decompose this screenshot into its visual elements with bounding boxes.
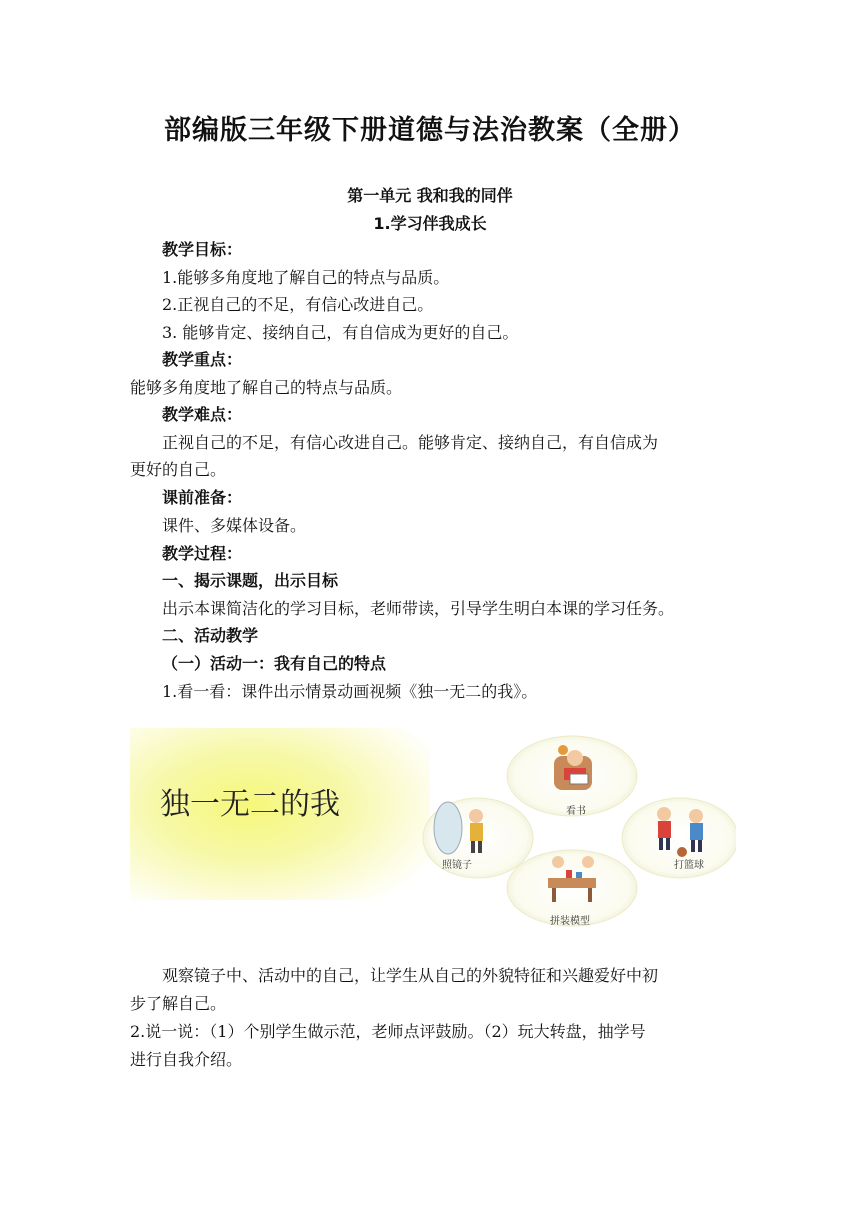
difficulties-text-line2: 更好的自己。 <box>130 460 227 479</box>
document-title: 部编版三年级下册道德与法治教案（全册） <box>164 115 696 146</box>
activity1-step1: 1.看一看：课件出示情景动画视频《独一无二的我》。 <box>162 682 538 701</box>
observe-text-line2: 步了解自己。 <box>130 994 227 1013</box>
illustration-svg <box>130 728 736 930</box>
goal-item-1: 1.能够多角度地了解自己的特点与品质。 <box>162 268 450 287</box>
activity1-heading: （一）活动一：我有自己的特点 <box>162 654 387 673</box>
goal-item-2: 2.正视自己的不足，有信心改进自己。 <box>162 295 434 314</box>
banner-text: 独一无二的我 <box>160 787 340 822</box>
prep-text: 课件、多媒体设备。 <box>162 516 307 535</box>
process-heading: 教学过程： <box>162 544 243 563</box>
lesson-title: 1.学习伴我成长 <box>373 214 487 233</box>
label-model: 拼装模型 <box>550 916 590 927</box>
difficulties-heading: 教学难点： <box>162 405 243 424</box>
goal-item-3: 3. 能够肯定、接纳自己，有自信成为更好的自己。 <box>162 323 519 342</box>
activity-illustration <box>130 728 736 930</box>
section2-heading: 二、活动教学 <box>162 626 259 645</box>
observe-text-line1: 观察镜子中、活动中的自己，让学生从自己的外貌特征和兴趣爱好中初 <box>162 966 659 985</box>
key-points-heading: 教学重点： <box>162 350 243 369</box>
prep-heading: 课前准备： <box>162 488 243 507</box>
label-basketball: 打篮球 <box>674 860 704 871</box>
unit-title: 第一单元 我和我的同伴 <box>347 186 513 205</box>
goals-heading: 教学目标： <box>162 240 243 259</box>
key-points-text: 能够多角度地了解自己的特点与品质。 <box>130 378 403 397</box>
section1-heading: 一、揭示课题，出示目标 <box>162 571 339 590</box>
step2-text-line2: 进行自我介绍。 <box>130 1050 243 1069</box>
difficulties-text-line1: 正视自己的不足，有信心改进自己。能够肯定、接纳自己，有自信成为 <box>162 433 659 452</box>
step2-text-line1: 2.说一说：（1）个别学生做示范，老师点评鼓励。（2）玩大转盘，抽学号 <box>130 1022 646 1041</box>
section1-text: 出示本课简洁化的学习目标，老师带读，引导学生明白本课的学习任务。 <box>162 599 675 618</box>
label-reading: 看书 <box>566 806 586 817</box>
label-mirror: 照镜子 <box>442 860 472 871</box>
